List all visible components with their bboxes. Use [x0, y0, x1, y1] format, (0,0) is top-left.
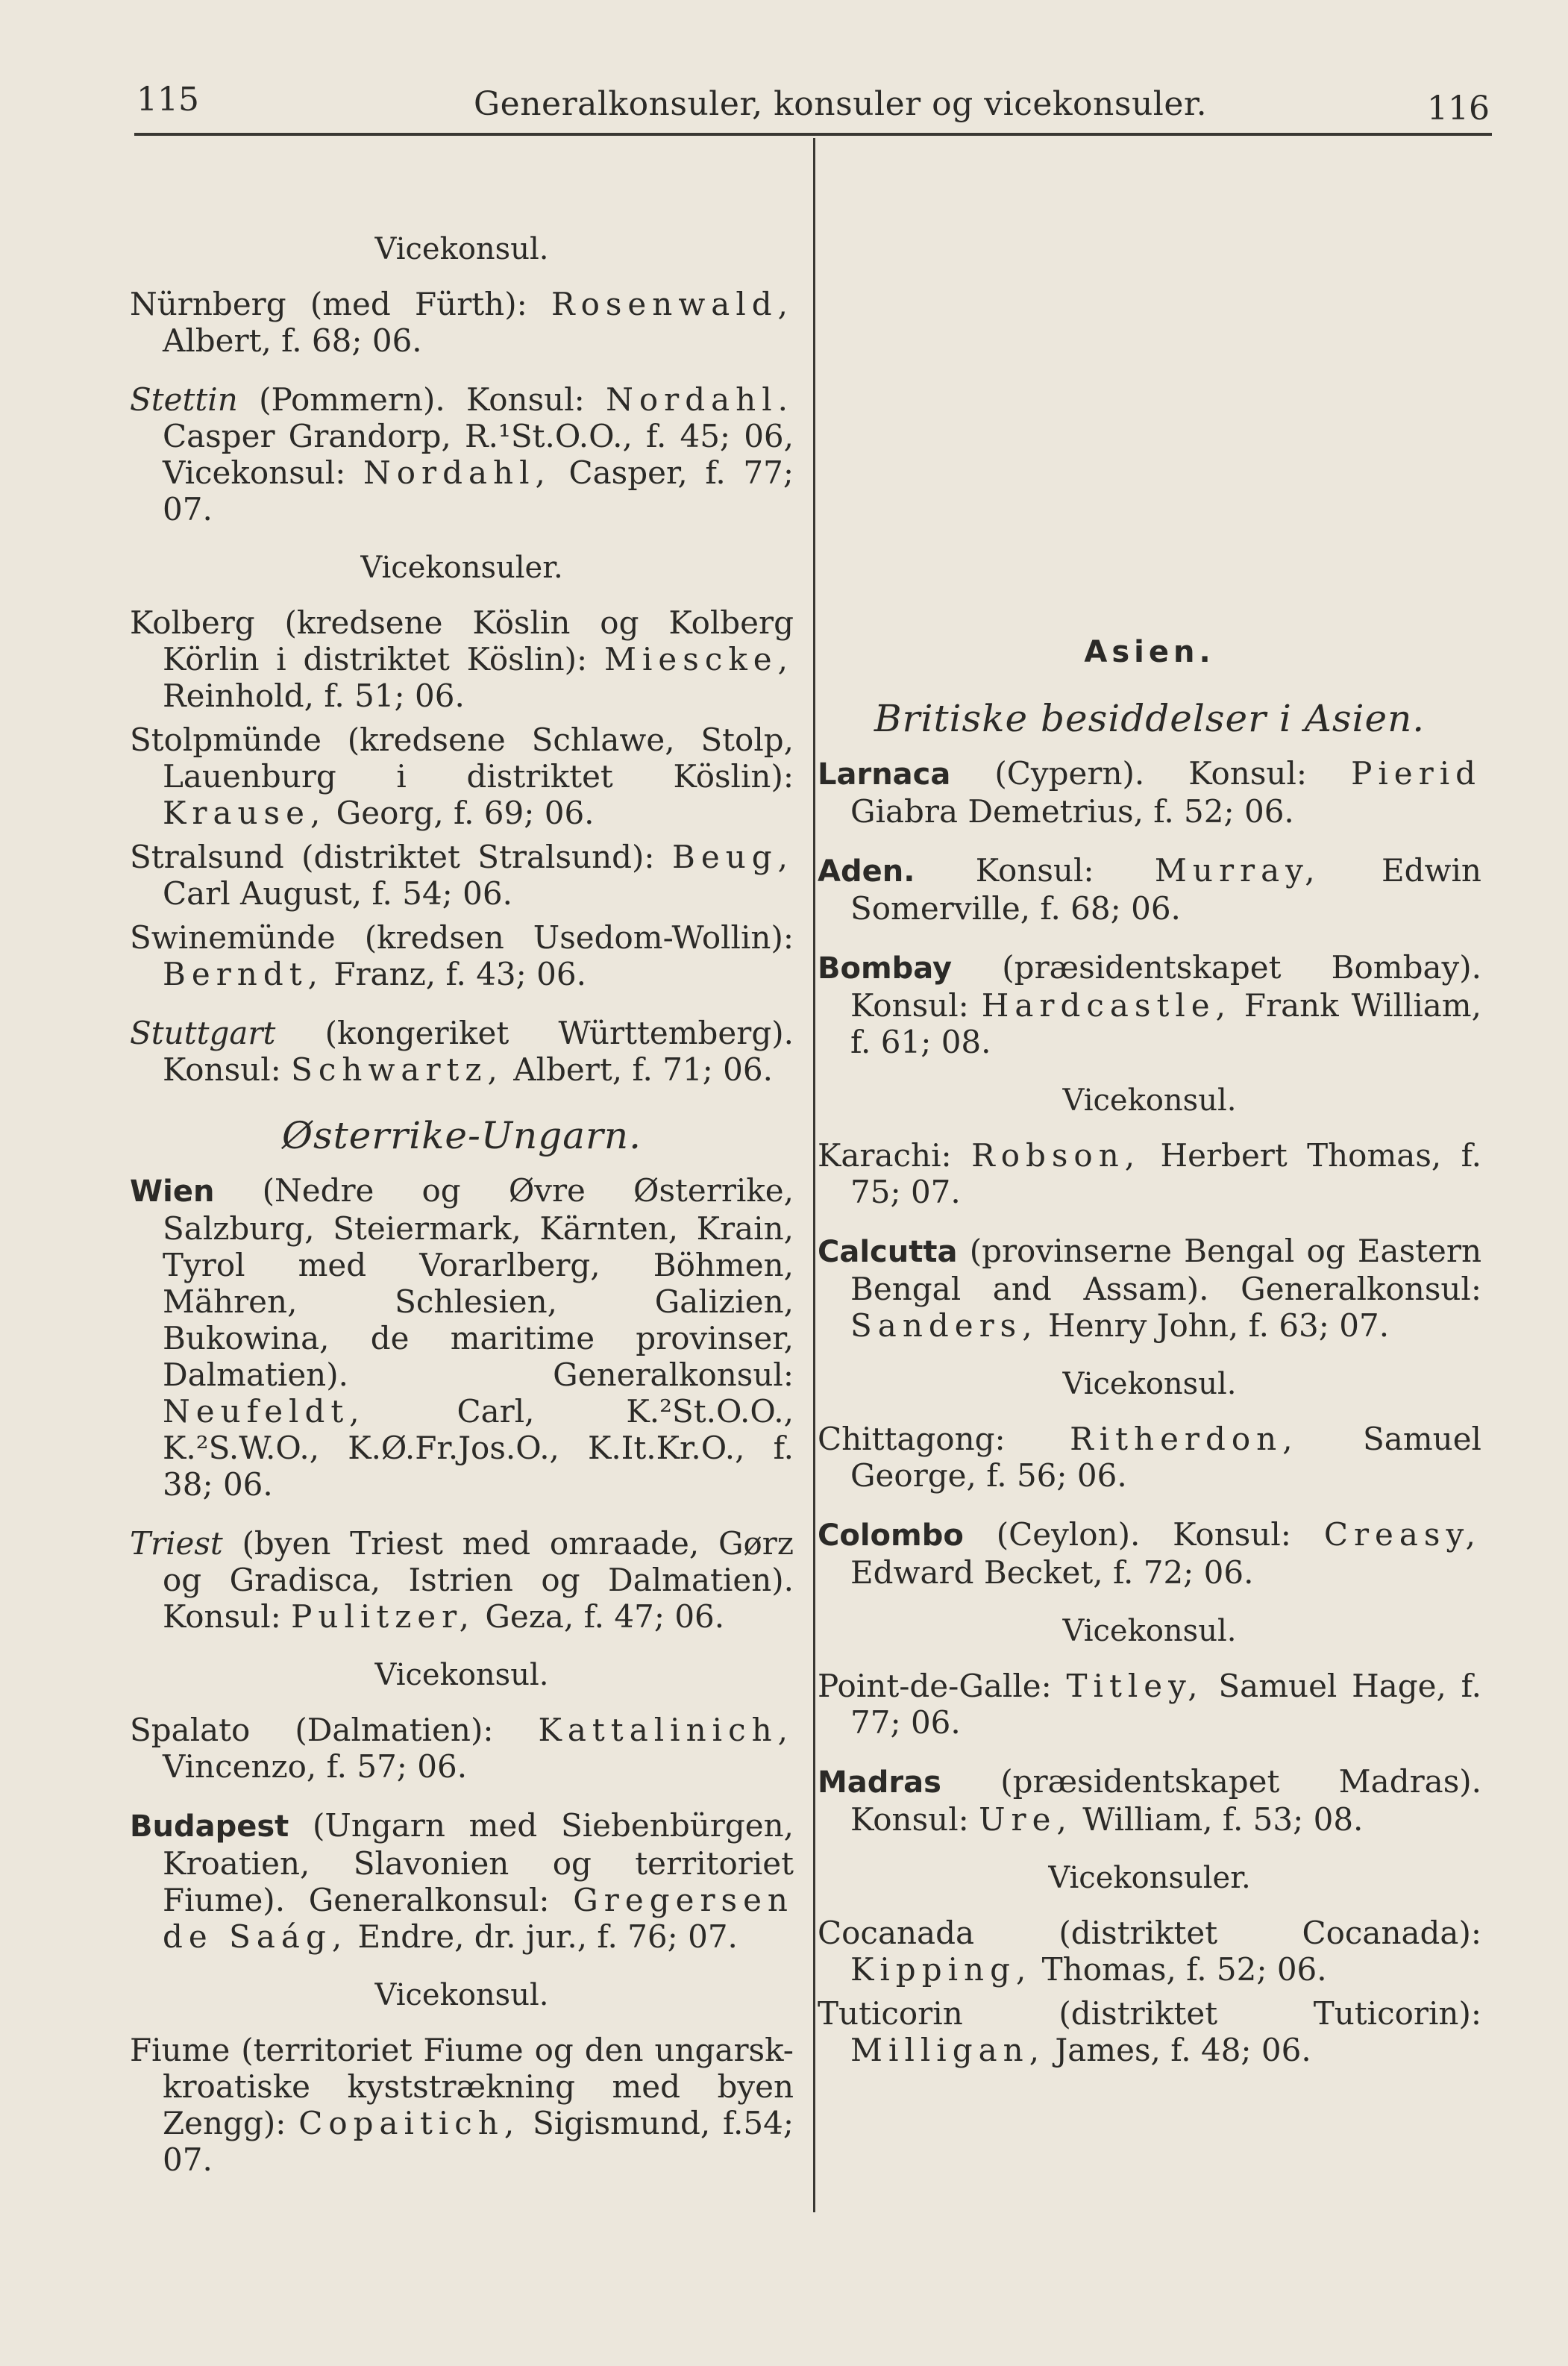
entry-details: Endre, dr. jur., f. 76; 07.: [357, 1918, 738, 1955]
entry-place: Kolberg (kredsene Köslin og Kolberg Körlin i distriktet Köslin):: [130, 604, 794, 677]
entry-place: Spalato (Dalmatien):: [130, 1712, 494, 1748]
entry-desc: Konsul:: [975, 852, 1094, 889]
entry-stolpmunde: [130, 722, 794, 831]
entry-aden: [818, 852, 1481, 927]
entry-desc: (Ungarn med Siebenbürgen, Kroatien, Slavonien og territoriet Fiume). Generalkonsul:: [163, 1807, 794, 1918]
entry-name: Robson,: [971, 1137, 1141, 1174]
entry-name: Nordahl.: [606, 381, 794, 418]
entry-details: Edward Becket, f. 72; 06.: [850, 1554, 1254, 1591]
entry-name: Creasy,: [1323, 1516, 1481, 1553]
entry-name: Kattalinich,: [538, 1712, 794, 1748]
entry-details: Albert, f. 71; 06.: [513, 1051, 773, 1088]
entry-stralsund: [130, 839, 794, 912]
subheading: Vicekonsul.: [374, 232, 549, 266]
entry-desc: (Cypern). Konsul:: [994, 755, 1308, 792]
entry-details: William, f. 53; 08.: [1082, 1801, 1364, 1838]
running-head: [0, 81, 1568, 140]
entry-place: Aden.: [818, 854, 915, 889]
entry-kolberg: [130, 604, 794, 714]
entry-details: Carl, K.²St.O.O., K.²S.W.O., K.Ø.Fr.Jos.O., K.It.Kr.O., f. 38; 06.: [163, 1393, 794, 1503]
entry-madras: [818, 1763, 1481, 1838]
entry-name: Titley,: [1066, 1668, 1204, 1704]
entry-details: Herbert Thomas, f. 75; 07.: [850, 1137, 1481, 1210]
entry-name: Hardcastle,: [981, 987, 1232, 1024]
entry-name: Pulitzer,: [291, 1598, 475, 1635]
entry-place: Stettin: [130, 381, 238, 418]
entry-details: Henry John, f. 63; 07.: [1047, 1307, 1390, 1344]
entry-swinemunde: [130, 919, 794, 992]
entry-name: Copaitich,: [298, 2105, 521, 2141]
entry-place: Madras: [818, 1765, 941, 1800]
page-number-right: 116: [1427, 90, 1490, 128]
entry-details: Samuel Hage, f. 77; 06.: [850, 1668, 1481, 1741]
entry-calcutta: [818, 1233, 1481, 1344]
left-column: [130, 231, 794, 2185]
entry-name: Murray,: [1154, 852, 1321, 889]
section-heading-austria: Østerrike-Ungarn.: [281, 1114, 642, 1157]
region-heading-asia: Asien.: [1084, 635, 1215, 669]
entry-desc: (Ceylon). Konsul:: [996, 1516, 1291, 1553]
entry-desc: (Pommern). Konsul:: [259, 381, 585, 418]
entry-name: Nordahl,: [363, 454, 551, 491]
entry-place: Triest: [130, 1525, 223, 1562]
entry-fiume: [130, 2032, 794, 2178]
entry-wien: [130, 1172, 794, 1503]
entry-bombay: [818, 949, 1481, 1060]
entry-desc: (præsidentskapet Madras). Konsul:: [850, 1763, 1481, 1838]
entry-point-de-galle: [818, 1668, 1481, 1741]
entry-spalato: [130, 1712, 794, 1785]
entry-details: Carl August, f. 54; 06.: [163, 875, 512, 912]
entry-details: Frank William, f. 61; 08.: [850, 987, 1481, 1060]
entry-cocanada: [818, 1915, 1481, 1988]
subheading: Vicekonsul.: [1062, 1367, 1237, 1401]
section-heading-british-asia: Britiske besiddelser i Asien.: [874, 697, 1426, 740]
entry-place: Budapest: [130, 1809, 289, 1844]
entry-details: Thomas, f. 52; 06.: [1041, 1951, 1327, 1988]
entry-place: Point-de-Galle:: [818, 1668, 1052, 1704]
entry-place: Colombo: [818, 1518, 964, 1553]
entry-name: Gregersen de Saág,: [163, 1882, 794, 1955]
entry-place: Tuticorin (distriktet Tuticorin):: [818, 1995, 1481, 2032]
entry-name: Pierid: [1351, 755, 1482, 792]
entry-name: Sanders,: [850, 1307, 1038, 1344]
entry-place: Chittagong:: [818, 1421, 1006, 1457]
entry-details: James, f. 48; 06.: [1055, 2032, 1311, 2068]
entry-details: Casper Grandorp, R.¹St.O.O., f. 45; 06, Vicekonsul:: [163, 418, 794, 491]
entry-place: Fiume (territoriet Fiume og den ungarsk-kroatiske kyststrækning med byen Zengg):: [130, 2032, 794, 2141]
subheading: Vicekonsul.: [1062, 1614, 1237, 1648]
entry-details: Vincenzo, f. 57; 06.: [163, 1748, 468, 1785]
entry-details: Albert, f. 68; 06.: [163, 322, 422, 359]
entry-desc: (Nedre og Øvre Østerrike, Salzburg, Steiermark, Kärnten, Krain, Tyrol med Vorarlberg, Böhmen, Mähren, Schlesien, Galizien, Bukowina, de maritime provinser, Dalmatien). Generalkonsul:: [163, 1172, 794, 1393]
entry-stuttgart: [130, 1015, 794, 1088]
entry-desc: (kongeriket Württemberg). Konsul:: [163, 1015, 794, 1088]
entry-details: Georg, f. 69; 06.: [336, 795, 595, 831]
subheading: Vicekonsul.: [1062, 1083, 1237, 1118]
entry-desc: (byen Triest med omraade, Gørz og Gradisca, Istrien og Dalmatien). Konsul:: [163, 1525, 794, 1635]
entry-place: Calcutta: [818, 1235, 958, 1269]
entry-nurnberg: [130, 286, 794, 359]
column-rule: [813, 138, 815, 2212]
entry-colombo: [818, 1516, 1481, 1591]
entry-place: Nürnberg (med Fürth):: [130, 286, 527, 322]
subheading: Vicekonsul.: [374, 1978, 549, 2012]
entry-place: Larnaca: [818, 757, 951, 792]
entry-details: Giabra Demetrius, f. 52; 06.: [850, 793, 1294, 830]
entry-name: Rosenwald,: [551, 286, 794, 322]
entry-desc: (præsidentskapet Bombay). Konsul:: [850, 949, 1481, 1024]
entry-larnaca: [818, 755, 1481, 830]
entry-details: Franz, f. 43; 06.: [333, 956, 586, 992]
entry-name: Miescke,: [603, 641, 794, 677]
entry-triest: [130, 1525, 794, 1635]
entry-name: Milligan,: [850, 2032, 1046, 2068]
right-column: [818, 634, 1481, 2076]
running-title: Generalkonsuler, konsuler og vicekonsuler.: [474, 85, 1208, 123]
entry-place: Stuttgart: [130, 1015, 276, 1051]
entry-karachi: [818, 1137, 1481, 1210]
entry-name: Krause,: [163, 795, 327, 831]
entry-name: Ritherdon,: [1070, 1421, 1299, 1457]
entry-name: Kipping,: [850, 1951, 1032, 1988]
entry-name: Schwartz,: [291, 1051, 504, 1088]
entry-details: Edwin Somerville, f. 68; 06.: [850, 852, 1481, 927]
entry-tuticorin: [818, 1995, 1481, 2068]
page-number-left: 115: [137, 81, 199, 119]
entry-chittagong: [818, 1421, 1481, 1494]
entry-place: Bombay: [818, 951, 953, 986]
entry-place: Stralsund (distriktet Stralsund):: [130, 839, 655, 875]
header-rule: [134, 133, 1492, 136]
entry-details: Casper, f. 77; 07.: [163, 454, 794, 528]
entry-details: Reinhold, f. 51; 06.: [163, 677, 465, 714]
entry-details: Geza, f. 47; 06.: [485, 1598, 725, 1635]
entry-place: Karachi:: [818, 1137, 952, 1174]
entry-place: Cocanada (distriktet Cocanada):: [818, 1915, 1481, 1951]
subheading: Vicekonsuler.: [360, 551, 563, 585]
subheading: Vicekonsul.: [374, 1658, 549, 1692]
entry-place: Wien: [130, 1174, 215, 1209]
entry-stettin: [130, 381, 794, 528]
entry-details: Sigismund, f.54; 07.: [163, 2105, 794, 2178]
entry-desc: (provinserne Bengal og Eastern Bengal and Assam). Generalkonsul:: [850, 1233, 1481, 1307]
entry-name: Berndt,: [163, 956, 324, 992]
entry-details: Samuel George, f. 56; 06.: [850, 1421, 1481, 1494]
entry-name: Neufeldt,: [163, 1393, 366, 1430]
entry-budapest: [130, 1807, 794, 1955]
subheading: Vicekonsuler.: [1048, 1861, 1251, 1895]
entry-place: Stolpmünde (kredsene Schlawe, Stolp, Lauenburg i distriktet Köslin):: [130, 722, 794, 795]
entry-name: Ure,: [979, 1801, 1073, 1838]
entry-place: Swinemünde (kredsen Usedom-Wollin):: [130, 919, 794, 956]
entry-name: Beug,: [671, 839, 794, 875]
